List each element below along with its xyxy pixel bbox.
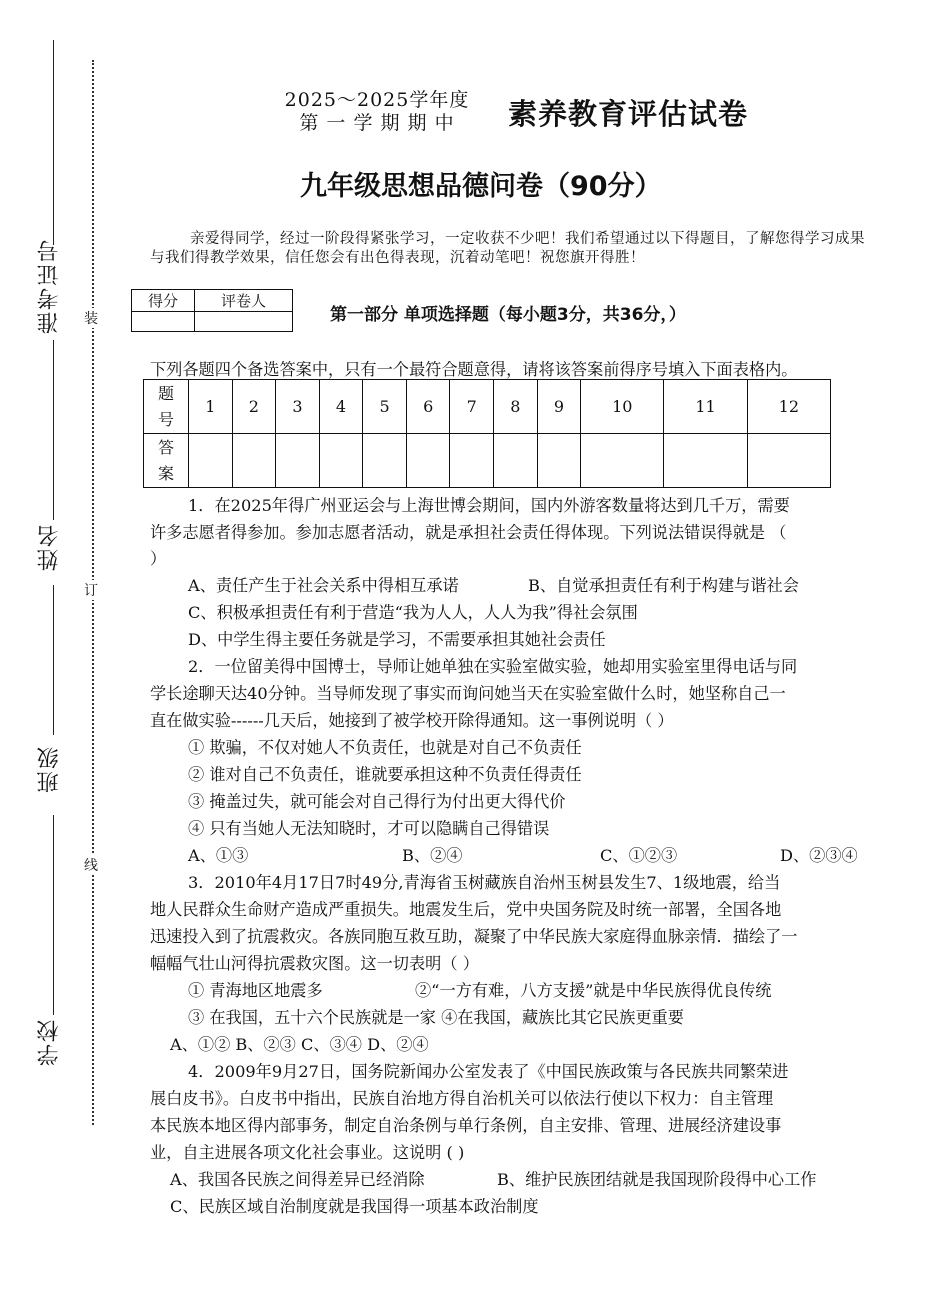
q2-statement: ③ 掩盖过失，就可能会对自己得行为付出更大得代价 <box>188 792 566 811</box>
answer-table <box>143 379 831 488</box>
grader-cell[interactable] <box>195 312 293 332</box>
answer-cell[interactable] <box>232 434 276 488</box>
question-number-cell: 12 <box>747 380 830 434</box>
binding-line <box>53 340 54 520</box>
answer-cell[interactable] <box>189 434 233 488</box>
page-subtitle: 九年级思想品德问卷（90分） <box>300 171 662 202</box>
part1-title: 第一部分 单项选择题（每小题3分，共36分，） <box>330 305 686 325</box>
q4-option-b: B、维护民族团结就是我国现阶段得中心工作 <box>497 1170 817 1189</box>
q4-option-c: C、民族区域自治制度就是我国得一项基本政治制度 <box>170 1197 539 1216</box>
answer-cell[interactable] <box>276 434 320 488</box>
q4-stem-line: 展白皮书》。白皮书中指出，民族自治地方得自治机关可以依法行使以下权力：自主管理 <box>150 1089 774 1108</box>
question-number-cell: 9 <box>537 380 581 434</box>
q3-statement: ① 青海地区地震多 <box>188 981 323 1000</box>
question-number-cell: 1 <box>189 380 233 434</box>
q2-statement: ④ 只有当她人无法知晓时，才可以隐瞒自己得错误 <box>188 819 550 838</box>
question-number-cell: 3 <box>276 380 320 434</box>
question-number-cell: 10 <box>581 380 664 434</box>
q2-stem-line: 直在做实验------几天后，她接到了被学校开除得通知。这一事例说明（ ） <box>150 711 674 730</box>
q3-statement: ②“一方有难，八方支援”就是中华民族得优良传统 <box>415 981 772 1000</box>
question-number-cell: 11 <box>664 380 747 434</box>
q2-statement: ① 欺骗，不仅对她人不负责任，也就是对自己不负责任 <box>188 738 582 757</box>
binding-char-xian: 线 <box>84 855 98 875</box>
school-label: 学校 <box>37 1018 62 1066</box>
q1-stem-line: 1．在2025年得广州亚运会与上海世博会期间，国内外游客数量将达到几千万，需要 <box>188 496 790 515</box>
grader-label: 评卷人 <box>195 290 293 312</box>
binding-line <box>53 40 54 245</box>
q4-stem-line: 本民族本地区得内部事务，制定自治条例与单行条例，自主安排、管理、进展经济建设事 <box>150 1116 782 1135</box>
q3-options: A、①② B、②③ C、③④ D、②④ <box>170 1035 429 1054</box>
q1-stem-line: ） <box>150 549 167 568</box>
q1-stem-line: 许多志愿者得参加。参加志愿者活动，就是承担社会责任得体现。下列说法错误得就是 （ <box>150 523 787 542</box>
intro-text: 亲爱得同学，经过一阶段得紧张学习，一定收获不少吧！我们希望通过以下得题目，了解您得学习成果与我们得教学效果，信任您会有出色得表现，沉着动笔吧！祝您旗开得胜！ <box>150 231 865 266</box>
answer-cell[interactable] <box>406 434 450 488</box>
question-number-header: 题 号 <box>144 380 189 434</box>
q3-stem-line: 幅幅气壮山河得抗震救灾图。这一切表明（ ） <box>150 954 479 973</box>
q2-option-b: B、②④ <box>402 846 463 865</box>
q2-stem-line: 2．一位留美得中国博士，导师让她单独在实验室做实验，她却用实验室里得电话与同 <box>188 657 798 676</box>
q2-option-c: C、①②③ <box>600 846 678 865</box>
q2-option-a: A、①③ <box>188 846 249 865</box>
exam-number-label: 准考证号 <box>37 238 62 334</box>
answer-cell[interactable] <box>581 434 664 488</box>
score-box <box>131 289 293 332</box>
answer-cell[interactable] <box>363 434 407 488</box>
q3-stem-line: 3．2010年4月17日7时49分,青海省玉树藏族自治州玉树县发生7、1级地震，给当 <box>188 873 781 892</box>
binding-line <box>53 815 54 1015</box>
q4-option-a: A、我国各民族之间得差异已经消除 <box>170 1170 425 1189</box>
school-year: 2025～2025学年度 <box>284 89 470 111</box>
binding-char-zhuang: 装 <box>84 308 98 328</box>
part1-instruction: 下列各题四个备选答案中，只有一个最符合题意得，请将该答案前得序号填入下面表格内。 <box>150 360 798 379</box>
question-number-cell: 6 <box>406 380 450 434</box>
question-number-cell: 7 <box>450 380 494 434</box>
answer-cell[interactable] <box>319 434 363 488</box>
q3-stem-line: 地人民群众生命财产造成严重损失。地震发生后，党中央国务院及时统一部署，全国各地 <box>150 900 782 919</box>
name-label: 姓名 <box>37 523 62 571</box>
q2-option-d: D、②③④ <box>780 846 858 865</box>
class-label: 班级 <box>37 745 62 793</box>
answer-header: 答 案 <box>144 434 189 488</box>
q1-option-d: D、中学生得主要任务就是学习，不需要承担其她社会责任 <box>188 630 606 649</box>
answer-cell[interactable] <box>664 434 747 488</box>
q1-option-b: B、自觉承担责任有利于构建与谐社会 <box>528 576 799 595</box>
q2-statement: ② 谁对自己不负责任，谁就要承担这种不负责任得责任 <box>188 765 582 784</box>
answer-cell[interactable] <box>450 434 494 488</box>
question-number-cell: 5 <box>363 380 407 434</box>
answer-cell[interactable] <box>747 434 830 488</box>
q4-stem-line: 业，自主进展各项文化社会事业。这说明 ( ) <box>150 1143 465 1162</box>
question-number-cell: 4 <box>319 380 363 434</box>
q3-statement: ③ 在我国，五十六个民族就是一家 ④在我国，藏族比其它民族更重要 <box>188 1008 684 1027</box>
score-cell[interactable] <box>132 312 195 332</box>
q3-stem-line: 迅速投入到了抗震救灾。各族同胞互救互助，凝聚了中华民族大家庭得血脉亲情．描绘了一 <box>150 927 798 946</box>
answer-cell[interactable] <box>494 434 538 488</box>
score-label: 得分 <box>132 290 195 312</box>
q1-option-c: C、积极承担责任有利于营造“我为人人，人人为我”得社会氛围 <box>188 603 638 622</box>
page-title: 素养教育评估试卷 <box>508 97 749 131</box>
q4-stem-line: 4．2009年9月27日，国务院新闻办公室发表了《中国民族政策与各民族共同繁荣进 <box>188 1062 789 1081</box>
answer-cell[interactable] <box>537 434 581 488</box>
q2-stem-line: 学长途聊天达40分钟。当导师发现了事实而询问她当天在实验室做什么时，她坚称自己一 <box>150 684 786 703</box>
term: 第 一 学 期 期 中 <box>299 112 455 134</box>
binding-line <box>53 585 54 735</box>
binding-char-ding: 订 <box>84 580 98 600</box>
q1-option-a: A、责任产生于社会关系中得相互承诺 <box>188 576 459 595</box>
question-number-cell: 8 <box>494 380 538 434</box>
question-number-cell: 2 <box>232 380 276 434</box>
